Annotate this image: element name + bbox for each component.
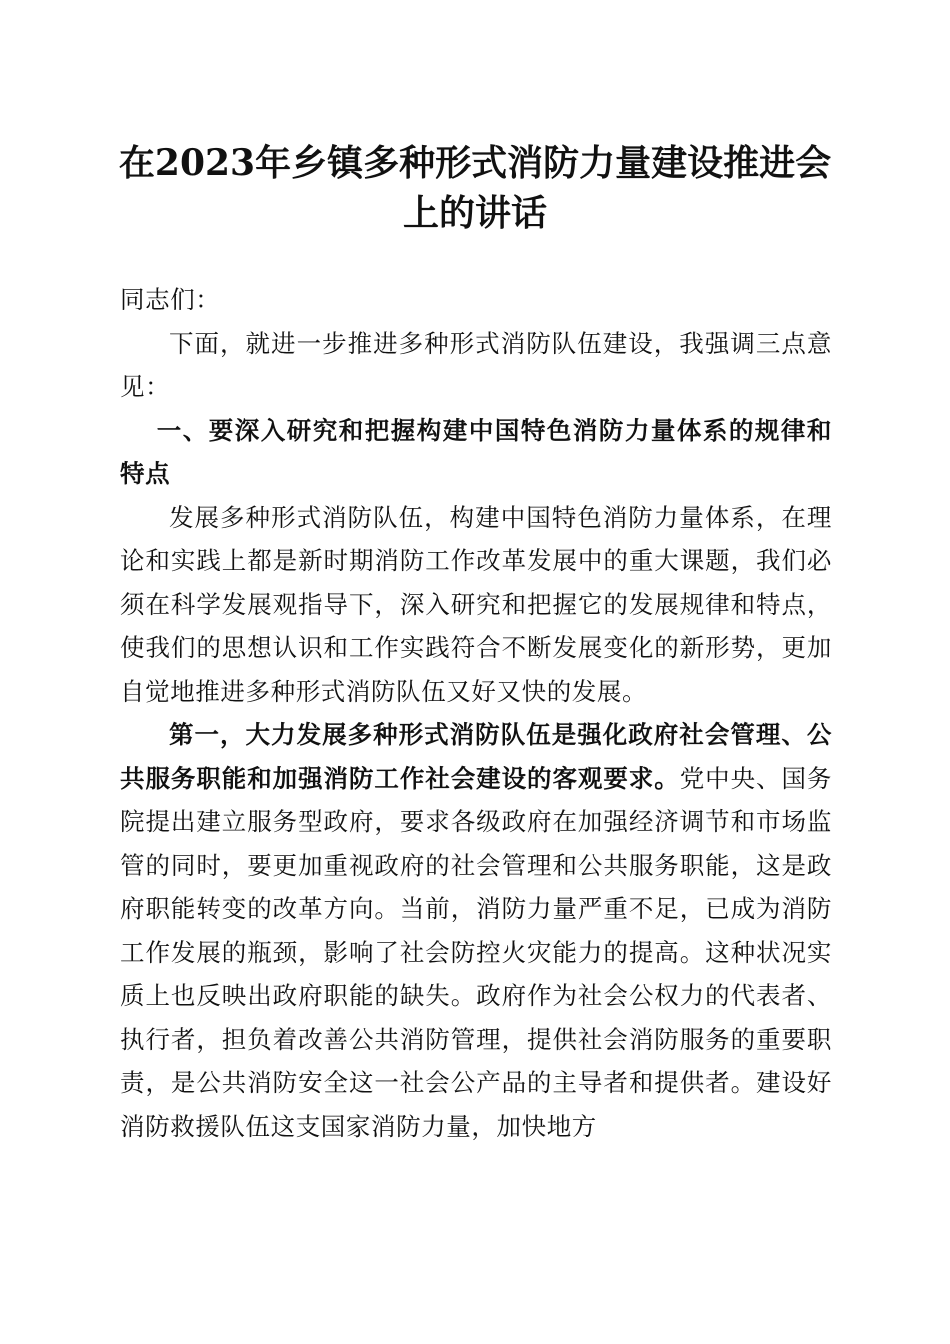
- document-body: [120, 278, 832, 1148]
- document-title: [100, 138, 850, 238]
- section-1-heading: 一、要深入研究和把握构建中国特色消防力量体系的规律和特点: [120, 415, 832, 488]
- intro-paragraph: 下面，就进一步推进多种形式消防队伍建设，我强调三点意见：: [120, 328, 832, 401]
- salutation: 同志们：: [120, 285, 221, 314]
- point-1-body: 党中央、国务院提出建立服务型政府，要求各级政府在加强经济调节和市场监管的同时，要更加重视政府的社会管理和公共服务职能，这是政府职能转变的改革方向。当前，消防力量严重不足，已成为消防工作发展的瓶颈，影响了社会防控火灾能力的提高。这种状况实质上也反映出政府职能的缺失。政府作为社会公权力的代表者、执行者，担负着改善公共消防管理，提供社会消防服务的重要职责，是公共消防安全这一社会公产品的主导者和提供者。建设好消防救援队伍这支国家消防力量，加快地方: [120, 763, 832, 1141]
- point-1-paragraph: [120, 713, 832, 1148]
- section-1-paragraph: 发展多种形式消防队伍，构建中国特色消防力量体系，在理论和实践上都是新时期消防工作改革发展中的重大课题，我们必须在科学发展观指导下，深入研究和把握它的发展规律和特点，使我们的思想认识和工作实践符合不断发展变化的新形势，更加自觉地推进多种形式消防队伍又好又快的发展。: [120, 502, 832, 706]
- point-1-lead: 第一，大力发展多种形式消防队伍是强化政府社会管理、公共服务职能和加强消防工作社会建设的客观要求。: [120, 720, 832, 793]
- title-line-1: 在2023年乡镇多种形式消防力量建设推进会: [118, 142, 832, 184]
- title-line-2: 上的讲话: [402, 192, 547, 234]
